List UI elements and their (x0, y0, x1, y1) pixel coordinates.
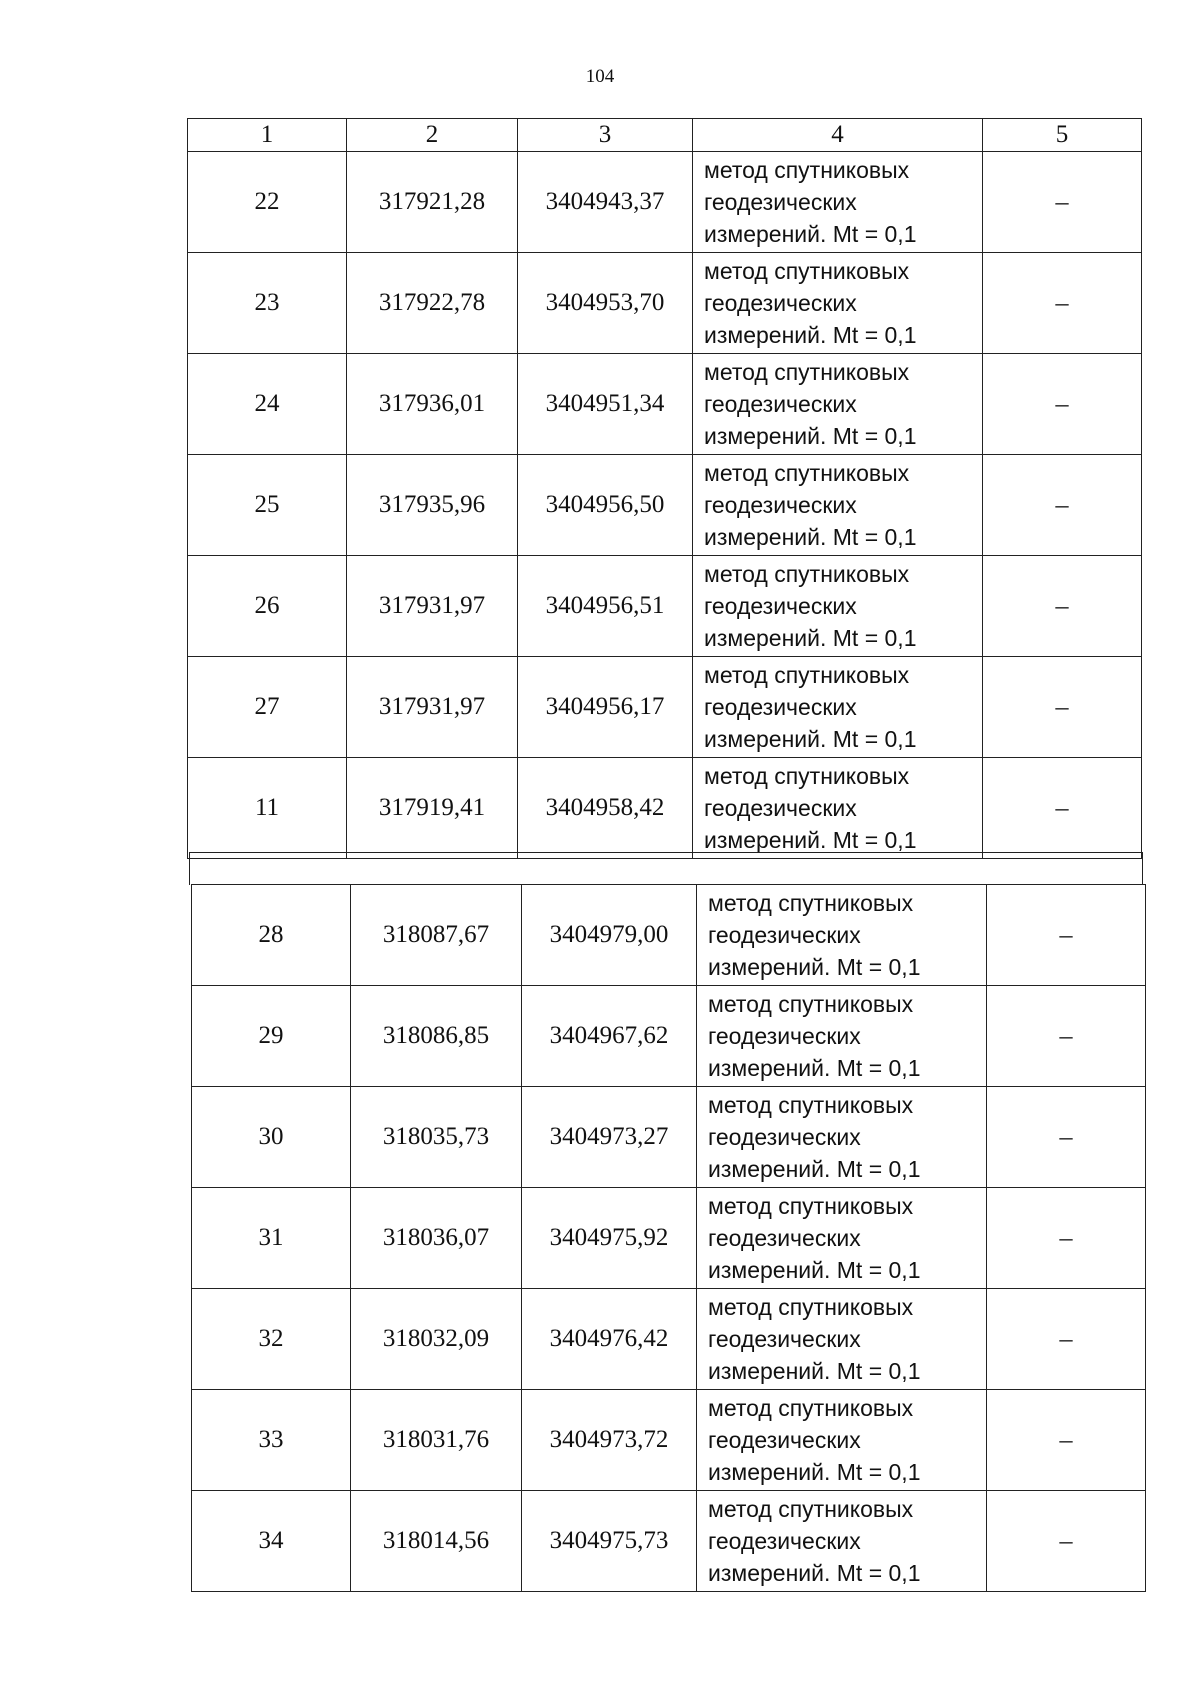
column-header: 3 (518, 119, 693, 152)
point-number-cell: 25 (188, 455, 347, 556)
method-line: метод спутниковых (704, 258, 910, 284)
note-cell: – (987, 986, 1146, 1087)
x-coordinate-cell: 318032,09 (351, 1289, 522, 1390)
column-header: 5 (983, 119, 1142, 152)
y-coordinate-cell: 3404953,70 (518, 253, 693, 354)
y-coordinate-cell: 3404976,42 (522, 1289, 697, 1390)
x-coordinate-cell: 318086,85 (351, 986, 522, 1087)
table-row (192, 885, 1146, 986)
method-line: метод спутниковых (704, 561, 910, 587)
group-separator-row (189, 852, 1143, 885)
table-row (188, 758, 1142, 859)
method-line: измерений. Mt = 0,1 (704, 423, 917, 449)
note-cell: – (987, 1491, 1146, 1592)
method-cell (697, 1188, 987, 1289)
column-header: 4 (693, 119, 983, 152)
note-cell: – (983, 556, 1142, 657)
method-line: геодезических (708, 1225, 861, 1251)
method-line: геодезических (708, 1023, 861, 1049)
method-line: метод спутниковых (708, 890, 914, 916)
x-coordinate-cell: 317919,41 (347, 758, 518, 859)
method-cell (697, 1390, 987, 1491)
table-row (192, 986, 1146, 1087)
method-line: метод спутниковых (704, 359, 910, 385)
method-cell (693, 152, 983, 253)
x-coordinate-cell: 317935,96 (347, 455, 518, 556)
table-row (192, 1087, 1146, 1188)
x-coordinate-cell: 317931,97 (347, 556, 518, 657)
method-cell (697, 1087, 987, 1188)
page-number: 104 (585, 66, 615, 87)
table-row (192, 1289, 1146, 1390)
method-line: метод спутниковых (708, 1496, 914, 1522)
method-line: геодезических (704, 290, 857, 316)
y-coordinate-cell: 3404943,37 (518, 152, 693, 253)
x-coordinate-cell: 317931,97 (347, 657, 518, 758)
table-row (188, 657, 1142, 758)
y-coordinate-cell: 3404956,50 (518, 455, 693, 556)
y-coordinate-cell: 3404951,34 (518, 354, 693, 455)
column-header: 1 (188, 119, 347, 152)
y-coordinate-cell: 3404975,92 (522, 1188, 697, 1289)
x-coordinate-cell: 318031,76 (351, 1390, 522, 1491)
method-line: геодезических (704, 593, 857, 619)
x-coordinate-cell: 317921,28 (347, 152, 518, 253)
note-cell: – (987, 885, 1146, 986)
x-coordinate-cell: 318035,73 (351, 1087, 522, 1188)
y-coordinate-cell: 3404956,51 (518, 556, 693, 657)
point-number-cell: 24 (188, 354, 347, 455)
method-cell (693, 657, 983, 758)
method-line: метод спутниковых (704, 662, 910, 688)
point-number-cell: 32 (192, 1289, 351, 1390)
method-line: измерений. Mt = 0,1 (704, 524, 917, 550)
method-cell (697, 1289, 987, 1390)
table-header-row (188, 119, 1142, 152)
x-coordinate-cell: 318036,07 (351, 1188, 522, 1289)
x-coordinate-cell: 317936,01 (347, 354, 518, 455)
method-line: метод спутниковых (704, 157, 910, 183)
method-line: геодезических (704, 492, 857, 518)
method-line: метод спутниковых (708, 1395, 914, 1421)
y-coordinate-cell: 3404979,00 (522, 885, 697, 986)
note-cell: – (987, 1087, 1146, 1188)
method-line: измерений. Mt = 0,1 (704, 827, 917, 853)
table-row (192, 1188, 1146, 1289)
method-line: метод спутниковых (708, 1193, 914, 1219)
method-line: метод спутниковых (704, 460, 910, 486)
method-line: измерений. Mt = 0,1 (708, 954, 921, 980)
table-row (188, 152, 1142, 253)
method-cell (693, 556, 983, 657)
point-number-cell: 28 (192, 885, 351, 986)
point-number-cell: 30 (192, 1087, 351, 1188)
table-row (192, 1491, 1146, 1592)
method-line: измерений. Mt = 0,1 (708, 1459, 921, 1485)
point-number-cell: 22 (188, 152, 347, 253)
point-number-cell: 27 (188, 657, 347, 758)
point-number-cell: 23 (188, 253, 347, 354)
x-coordinate-cell: 317922,78 (347, 253, 518, 354)
method-line: измерений. Mt = 0,1 (708, 1257, 921, 1283)
note-cell: – (987, 1390, 1146, 1491)
note-cell: – (983, 657, 1142, 758)
method-line: геодезических (708, 1124, 861, 1150)
point-number-cell: 31 (192, 1188, 351, 1289)
note-cell: – (983, 455, 1142, 556)
method-line: геодезических (708, 1326, 861, 1352)
y-coordinate-cell: 3404967,62 (522, 986, 697, 1087)
table-row (188, 354, 1142, 455)
y-coordinate-cell: 3404958,42 (518, 758, 693, 859)
method-line: геодезических (704, 795, 857, 821)
note-cell: – (983, 758, 1142, 859)
method-line: метод спутниковых (708, 1092, 914, 1118)
method-line: измерений. Mt = 0,1 (708, 1358, 921, 1384)
coordinates-table-continued (191, 884, 1146, 1592)
point-number-cell: 29 (192, 986, 351, 1087)
method-line: геодезических (704, 189, 857, 215)
note-cell: – (987, 1188, 1146, 1289)
point-number-cell: 33 (192, 1390, 351, 1491)
method-line: измерений. Mt = 0,1 (704, 726, 917, 752)
method-line: измерений. Mt = 0,1 (704, 221, 917, 247)
table-row (188, 455, 1142, 556)
table-row (188, 253, 1142, 354)
method-cell (693, 455, 983, 556)
column-header: 2 (347, 119, 518, 152)
y-coordinate-cell: 3404973,72 (522, 1390, 697, 1491)
point-number-cell: 26 (188, 556, 347, 657)
method-line: геодезических (704, 694, 857, 720)
note-cell: – (983, 354, 1142, 455)
method-line: геодезических (708, 922, 861, 948)
method-line: геодезических (704, 391, 857, 417)
method-line: метод спутниковых (708, 991, 914, 1017)
method-line: измерений. Mt = 0,1 (704, 625, 917, 651)
x-coordinate-cell: 318087,67 (351, 885, 522, 986)
point-number-cell: 34 (192, 1491, 351, 1592)
method-cell (697, 885, 987, 986)
method-line: измерений. Mt = 0,1 (704, 322, 917, 348)
method-line: геодезических (708, 1427, 861, 1453)
method-line: метод спутниковых (704, 763, 910, 789)
x-coordinate-cell: 318014,56 (351, 1491, 522, 1592)
table-row (188, 556, 1142, 657)
note-cell: – (983, 253, 1142, 354)
table-row (192, 1390, 1146, 1491)
note-cell: – (983, 152, 1142, 253)
method-line: измерений. Mt = 0,1 (708, 1156, 921, 1182)
method-line: геодезических (708, 1528, 861, 1554)
coordinates-table (187, 118, 1142, 859)
method-cell (697, 1491, 987, 1592)
method-cell (693, 758, 983, 859)
method-cell (697, 986, 987, 1087)
point-number-cell: 11 (188, 758, 347, 859)
method-cell (693, 354, 983, 455)
y-coordinate-cell: 3404975,73 (522, 1491, 697, 1592)
y-coordinate-cell: 3404956,17 (518, 657, 693, 758)
method-cell (693, 253, 983, 354)
y-coordinate-cell: 3404973,27 (522, 1087, 697, 1188)
method-line: измерений. Mt = 0,1 (708, 1560, 921, 1586)
method-line: измерений. Mt = 0,1 (708, 1055, 921, 1081)
method-line: метод спутниковых (708, 1294, 914, 1320)
note-cell: – (987, 1289, 1146, 1390)
